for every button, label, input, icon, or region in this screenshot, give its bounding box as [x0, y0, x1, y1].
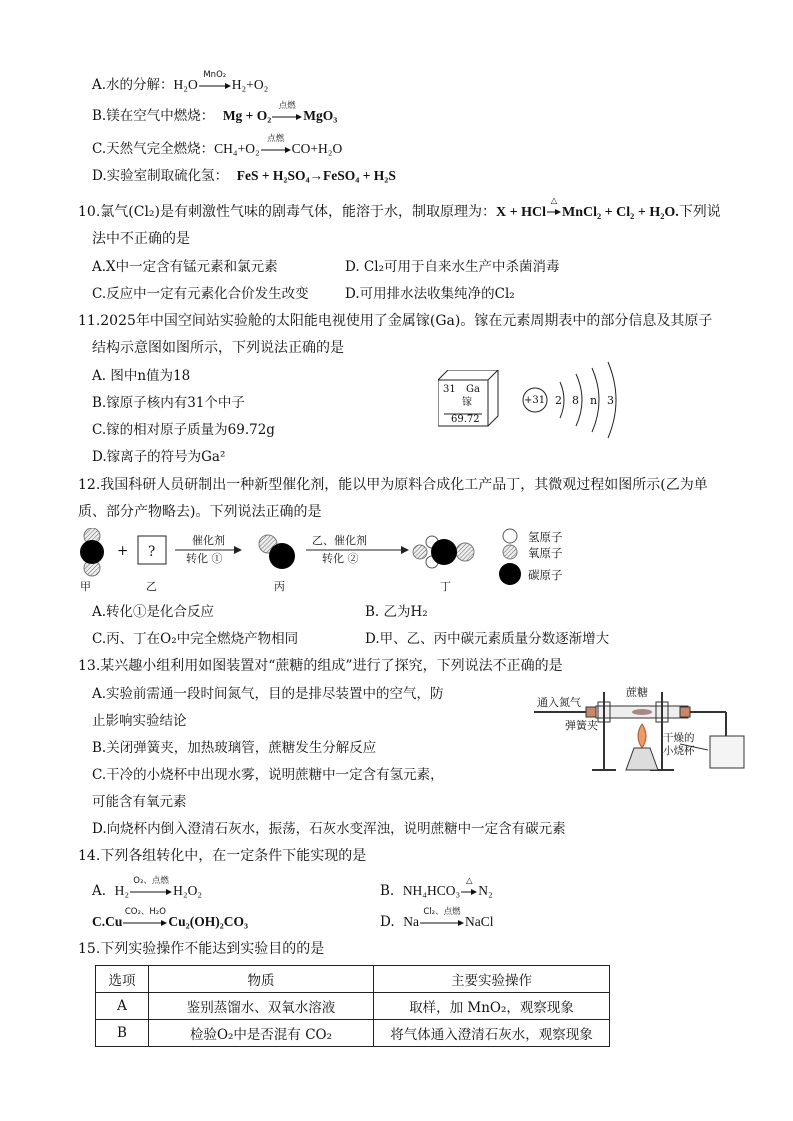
legend-oxygen: 氧原子: [528, 546, 563, 560]
q12-option-a: A.转化①是化合反应: [92, 604, 215, 620]
q10-stem-line1: 10.氯气(Cl₂)是有刺激性气味的剧毒气体，能溶于水，制取原理为：X + HCl △ MnCl₂ + Cl₂ + H₂O.下列说: [78, 196, 721, 220]
q11-option-b: B.镓原子核内有31个中子: [92, 395, 245, 411]
q11-option-d: D.镓离子的符号为Ga²: [92, 449, 226, 465]
plus-sign: +: [117, 543, 129, 559]
step2-condition-top: 乙、催化剂: [312, 534, 367, 547]
q9-option-a-label: A.水的分解：: [92, 77, 174, 93]
q13-stem: 13.某兴趣小组利用如图装置对“蔗糖的组成”进行了探究，下列说法不正确的是: [78, 658, 563, 674]
q12-option-b: B. 乙为H₂: [365, 604, 428, 620]
q13-option-a-line2: 止影响实验结论: [92, 713, 187, 729]
table-cell: B: [96, 1020, 149, 1047]
legend-hydrogen: 氢原子: [528, 530, 563, 544]
reaction-arrow-icon: 点燃: [261, 146, 291, 154]
q9-option-b: B.镁在空气中燃烧： Mg + O₂ 点燃 MgO₃: [92, 100, 338, 124]
table-cell: 鉴别蒸馏水、双氧水溶液: [149, 993, 374, 1020]
fig-spring-clip: 弹簧夹: [565, 719, 598, 732]
q11-stem-line2: 结构示意图如图所示，下列说法正确的是: [92, 340, 344, 356]
q14-stem: 14.下列各组转化中，在一定条件下能实现的是: [78, 848, 367, 864]
reaction-arrow-icon: △: [461, 888, 477, 896]
reaction-arrow-icon: △: [547, 208, 561, 216]
label-bing: 丙: [274, 580, 285, 593]
shell-2: 8: [572, 394, 579, 407]
reaction-arrow-icon: MnO₂: [199, 82, 231, 90]
legend-carbon: 碳原子: [528, 568, 563, 582]
label-ding: 丁: [440, 580, 451, 593]
q13-option-c-line1: C.干冷的小烧杯中出现水雾，说明蔗糖中一定含有氢元素，: [92, 767, 444, 783]
q10-option-a: A.X中一定含有锰元素和氯元素: [92, 259, 278, 275]
q13-option-c-line2: 可能含有氧元素: [92, 794, 187, 810]
shell-3: n: [590, 394, 598, 407]
table-cell: 取样，加 MnO₂，观察现象: [374, 993, 610, 1020]
q13-option-a-line1: A.实验前需通一段时间氮气，目的是排尽装置中的空气，防: [92, 686, 444, 702]
element-symbol: Ga: [466, 384, 480, 395]
q13-option-d: D.向烧杯内倒入澄清石灰水，振荡，石灰水变浑浊，说明蔗糖中一定含有碳元素: [92, 821, 566, 837]
reaction-arrow-icon: CO₂、H₂O: [123, 919, 167, 927]
q15-stem: 15.下列实验操作不能达到实验目的的是: [78, 941, 325, 957]
label-yi: 乙: [146, 580, 157, 593]
fig-dry-beaker-1: 干燥的: [663, 732, 695, 744]
q9-option-a: A.水的分解：H₂O MnO₂ H₂+O₂: [92, 69, 269, 93]
q12-option-d: D.甲、乙、丙中碳元素质量分数逐渐增大: [365, 631, 610, 647]
q10-option-c: C.反应中一定有元素化合价发生改变: [92, 286, 309, 302]
step2-condition-bottom: 转化 ②: [322, 552, 359, 565]
table-header: 物质: [149, 966, 374, 993]
q11-option-a: A. 图中n值为18: [92, 368, 191, 384]
q15-options-table: [95, 965, 610, 1047]
fig-nitrogen-inlet: 通入氮气: [537, 696, 581, 709]
unknown-substance: ?: [148, 544, 156, 560]
q14-option-d: D. Na Cl₂、点燃 NaCl: [380, 906, 494, 930]
q10-option-d: D.可用排水法收集纯净的Cl₂: [345, 286, 515, 302]
table-row: [96, 1020, 610, 1047]
q12-stem-line1: 12.我国科研人员研制出一种新型催化剂，能以甲为原料合成化工产品丁，其微观过程如图所示(乙为单: [78, 477, 708, 493]
q11-stem-line1: 11.2025年中国空间站实验舱的太阳能电视使用了金属镓(Ga)。镓在元素周期表中的部分信息及其原子: [78, 313, 713, 329]
element-name: 镓: [462, 397, 472, 408]
step1-condition-bottom: 转化 ①: [186, 552, 223, 565]
table-cell: A: [96, 993, 149, 1020]
table-cell: 检验O₂中是否混有 CO₂: [149, 1020, 374, 1047]
table-header: 选项: [96, 966, 149, 993]
table-cell: 将气体通入澄清石灰水，观察现象: [374, 1020, 610, 1047]
q13-option-b: B.关闭弹簧夹，加热玻璃管，蔗糖发生分解反应: [92, 740, 377, 756]
table-header-row: [96, 966, 610, 993]
q12-option-c: C.丙、丁在O₂中完全燃烧产物相同: [92, 631, 299, 647]
q9-option-d: D.实验室制取硫化氢： FeS + H₂SO₄→FeSO₄ + H₂S: [92, 168, 396, 184]
fig-sugar: 蔗糖: [626, 686, 648, 699]
q10-option-b: D. Cl₂可用于自来水生产中杀菌消毒: [345, 259, 560, 275]
reaction-arrow-icon: O₂、点燃: [130, 888, 172, 896]
q14-option-a: A. H₂ O₂、点燃 H₂O₂: [92, 875, 203, 899]
table-row: [96, 993, 610, 1020]
q14-option-b: B. NH₄HCO₃ △ N₂: [380, 875, 493, 899]
atom-nucleus: +31: [524, 395, 546, 406]
q9-option-c: C.天然气完全燃烧：CH₄+O₂ 点燃 CO+H₂O: [92, 133, 343, 157]
shell-1: 2: [555, 394, 562, 407]
shell-4: 3: [607, 394, 614, 407]
q10-stem-line2: 法中不正确的是: [92, 231, 190, 247]
table-header: 主要实验操作: [374, 966, 610, 993]
label-jia: 甲: [80, 580, 91, 593]
q11-option-c: C.镓的相对原子质量为69.72g: [92, 422, 275, 438]
element-mass: 69.72: [451, 414, 480, 425]
element-number: 31: [443, 384, 456, 395]
q12-stem-line2: 质、部分产物略去)。下列说法正确的是: [78, 504, 322, 520]
reaction-arrow-icon: Cl₂、点燃: [420, 919, 464, 927]
q14-option-c: C.Cu CO₂、H₂O Cu₂(OH)₂CO₃: [92, 906, 249, 929]
step1-condition-top: 催化剂: [192, 534, 225, 547]
fig-dry-beaker-2: 小烧杯: [663, 745, 695, 757]
reaction-arrow-icon: 点燃: [272, 113, 302, 121]
